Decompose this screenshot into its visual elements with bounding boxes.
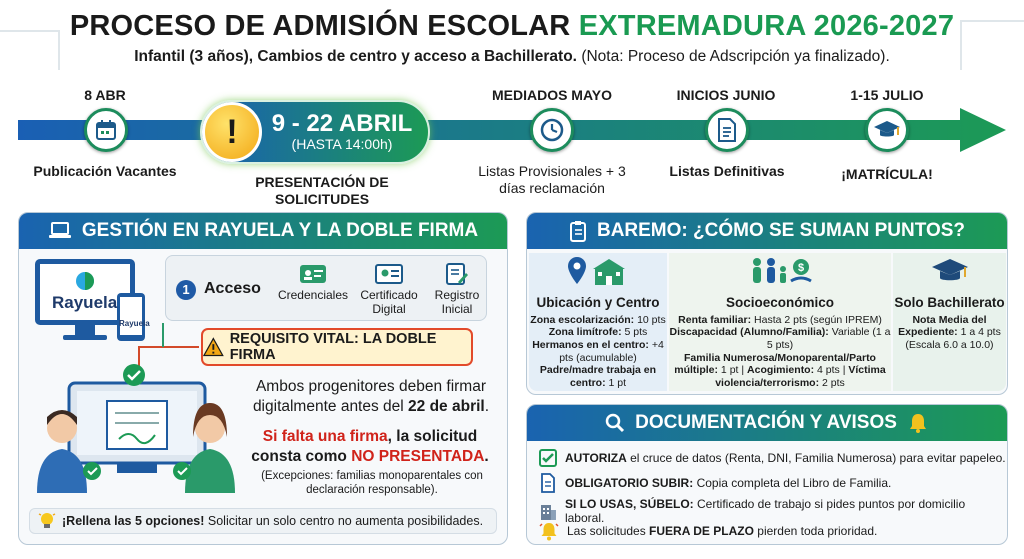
ubicacion-l1-label: Zona escolarización: xyxy=(530,313,635,326)
requisito-title: REQUISITO VITAL: LA DOBLE FIRMA xyxy=(229,331,437,363)
doc-row-autoriza xyxy=(539,449,1006,467)
rayuela-logo: Rayuela xyxy=(52,293,118,312)
bach-scale: (Escala 6.0 a 10.0) xyxy=(905,338,994,351)
doc-r1-text: el cruce de datos (Renta, DNI, Familia Numerosa) para evitar papeleo. xyxy=(626,451,1006,465)
svg-text:$: $ xyxy=(797,262,805,274)
acceso-box xyxy=(165,255,487,321)
acceso-label: Acceso xyxy=(204,280,261,297)
baremo-title: BAREMO: ¿CÓMO SE SUMAN PUNTOS? xyxy=(596,220,966,241)
bell-icon xyxy=(907,412,929,434)
socio-heading: Socioeconómico xyxy=(725,294,835,310)
doc-r4-a: Las solicitudes xyxy=(567,524,650,538)
socio-l3-label: Familia Numerosa/Monoparental/Parto múltiple: xyxy=(674,351,876,377)
doc-row-obligatorio xyxy=(539,473,891,493)
requisito-text-c: . xyxy=(484,398,490,416)
option-credenciales xyxy=(274,260,352,303)
doc-r3-bold: SI LO USAS, SÚBELO: xyxy=(564,497,694,511)
doc-r2-text: Copia completa del Libro de Familia. xyxy=(693,476,892,490)
baremo-socioeconomico xyxy=(669,253,891,391)
warning-not-submitted: NO PRESENTADA xyxy=(351,448,485,466)
socio-l2-value: Variable (1 a 5 pts) xyxy=(766,326,891,351)
doc-r1-bold: AUTORIZA xyxy=(565,451,627,465)
socio-l3-value: 1 pt | xyxy=(718,364,748,377)
baremo-bachillerato xyxy=(893,253,1006,391)
socio-acogimiento-value: 4 pts | xyxy=(814,364,849,377)
checklist-icon xyxy=(569,220,587,242)
ubicacion-l1-value: 10 pts xyxy=(634,313,666,326)
family-money-icon xyxy=(745,255,815,287)
option-credenciales-label: Credenciales xyxy=(277,288,349,302)
bach-l1-value: 1 a 4 pts xyxy=(957,326,1001,339)
milestone-4-date: INICIOS JUNIO xyxy=(676,87,776,103)
checkbox-checked-icon xyxy=(539,449,557,467)
socio-victima-value: 2 pts xyxy=(819,376,845,389)
warning-triangle-icon xyxy=(203,337,224,357)
option-registro xyxy=(426,260,488,317)
alarm-bell-icon xyxy=(539,521,559,541)
option-certificado xyxy=(350,260,428,317)
doc-r2-bold: OBLIGATORIO SUBIR: xyxy=(565,476,694,490)
doc-r3-text: Certificado de trabajo si pides puntos por domicilio laboral. xyxy=(564,497,966,525)
milestone-3-date: MEDIADOS MAYO xyxy=(491,87,613,103)
socio-l1-label: Renta familiar: xyxy=(678,313,752,326)
tip-box xyxy=(29,508,497,534)
gestion-panel xyxy=(18,212,508,545)
warning-text: , la solicitud consta como xyxy=(251,428,478,466)
ubicacion-l4-value: 1 pt xyxy=(605,376,627,389)
rayuela-logo-small: Rayuela xyxy=(119,319,150,328)
milestone-5-date: 1-15 JULIO xyxy=(850,87,924,103)
requisito-deadline: 22 de abril xyxy=(408,398,485,416)
graduation-cap-icon xyxy=(930,255,970,287)
step-number: 1 xyxy=(176,280,196,300)
document-icon xyxy=(539,473,557,493)
calendar-icon xyxy=(84,108,128,152)
page-subtitle xyxy=(0,48,1024,66)
socio-l1-value: Hasta 2 pts (según IPREM) xyxy=(751,313,882,326)
option-registro-label: Registro Inicial xyxy=(434,288,480,316)
laptop-icon xyxy=(48,222,72,240)
milestone-1-date: 8 ABR xyxy=(84,87,126,103)
form-edit-icon xyxy=(444,262,470,286)
requisito-text-a: Ambos progenitores deben firmar digitalmente antes del xyxy=(252,378,487,416)
doc-r4-c: pierden toda prioridad. xyxy=(753,524,878,538)
ubicacion-l3-label: Hermanos en el centro: xyxy=(532,338,649,351)
baremo-header xyxy=(527,213,1007,249)
tip-text: Solicitar un solo centro no aumenta posibilidades. xyxy=(204,514,484,528)
milestone-5-label: ¡MATRÍCULA! xyxy=(841,166,933,182)
location-school-icon xyxy=(563,255,633,287)
ubicacion-l2-value: 5 pts xyxy=(621,326,648,339)
bach-l1-label: Nota Media del Expediente: xyxy=(898,313,987,339)
title-region: EXTREMADURA 2026-2027 xyxy=(578,10,955,42)
documentacion-title: DOCUMENTACIÓN Y AVISOS xyxy=(635,412,897,433)
socio-acogimiento-label: Acogimiento: xyxy=(747,364,815,377)
milestone-4-label: Listas Definitivas xyxy=(669,163,785,179)
clock-icon xyxy=(530,108,574,152)
baremo-panel xyxy=(526,212,1008,395)
tip-bold: ¡Rellena las 5 opciones! xyxy=(62,514,205,528)
requisito-warning xyxy=(237,427,503,467)
option-certificado-label: Certificado Digital xyxy=(360,288,418,316)
double-signature-illustration xyxy=(37,363,237,493)
warning-end: . xyxy=(484,448,489,466)
magnifier-icon xyxy=(605,413,625,433)
documentacion-panel xyxy=(526,404,1008,545)
doc-row-plazo xyxy=(539,521,877,541)
milestone-2-sub: (HASTA 14:00h) xyxy=(291,136,393,152)
ubicacion-l4-label: Padre/madre trabaja en centro: xyxy=(539,364,657,389)
socio-l2-label: Discapacidad (Alumno/Familia): xyxy=(669,326,829,339)
exceptions-note: (Excepciones: familias monoparentales con declaración responsable). xyxy=(261,470,483,497)
gestion-title: GESTIÓN EN RAYUELA Y LA DOBLE FIRMA xyxy=(81,220,479,241)
ubicacion-heading: Ubicación y Centro xyxy=(536,294,660,310)
documentacion-header xyxy=(527,405,1007,441)
requisito-text xyxy=(247,377,495,417)
building-icon xyxy=(539,501,557,521)
title-main: PROCESO DE ADMISIÓN ESCOLAR xyxy=(69,10,571,42)
doc-r4-bold: FUERA DE PLAZO xyxy=(649,524,754,538)
ubicacion-l2-label: Zona limítrofe: xyxy=(548,326,622,339)
graduation-cap-icon xyxy=(865,108,909,152)
gestion-header xyxy=(19,213,507,249)
subtitle-note: (Nota: Proceso de Adscripción ya finalizado). xyxy=(581,48,890,65)
milestone-2-label: PRESENTACIÓN DE SOLICITUDES xyxy=(255,174,389,207)
document-icon xyxy=(705,108,749,152)
timeline xyxy=(0,80,1024,210)
milestone-2-date: 9 - 22 ABRIL xyxy=(271,110,413,137)
milestone-3-label: Listas Provisionales + 3 días reclamación xyxy=(478,163,626,196)
warning-missing-signature: Si falta una firma xyxy=(262,428,388,445)
baremo-ubicacion xyxy=(529,253,667,391)
subtitle-scope: Infantil (3 años), Cambios de centro y acceso a Bachillerato. xyxy=(134,48,577,65)
page-title xyxy=(0,10,1024,43)
ubicacion-l3-value: +4 pts (acumulable) xyxy=(559,338,664,364)
socio-victima-label: Víctima violencia/terrorismo: xyxy=(715,364,886,389)
certificate-icon xyxy=(374,262,404,286)
bach-heading: Solo Bachillerato xyxy=(894,294,1005,310)
requisito-box xyxy=(201,328,473,366)
id-card-icon xyxy=(298,262,328,286)
warning-icon: ! xyxy=(202,102,262,162)
milestone-1-label: Publicación Vacantes xyxy=(33,163,177,179)
lightbulb-icon xyxy=(38,511,56,531)
